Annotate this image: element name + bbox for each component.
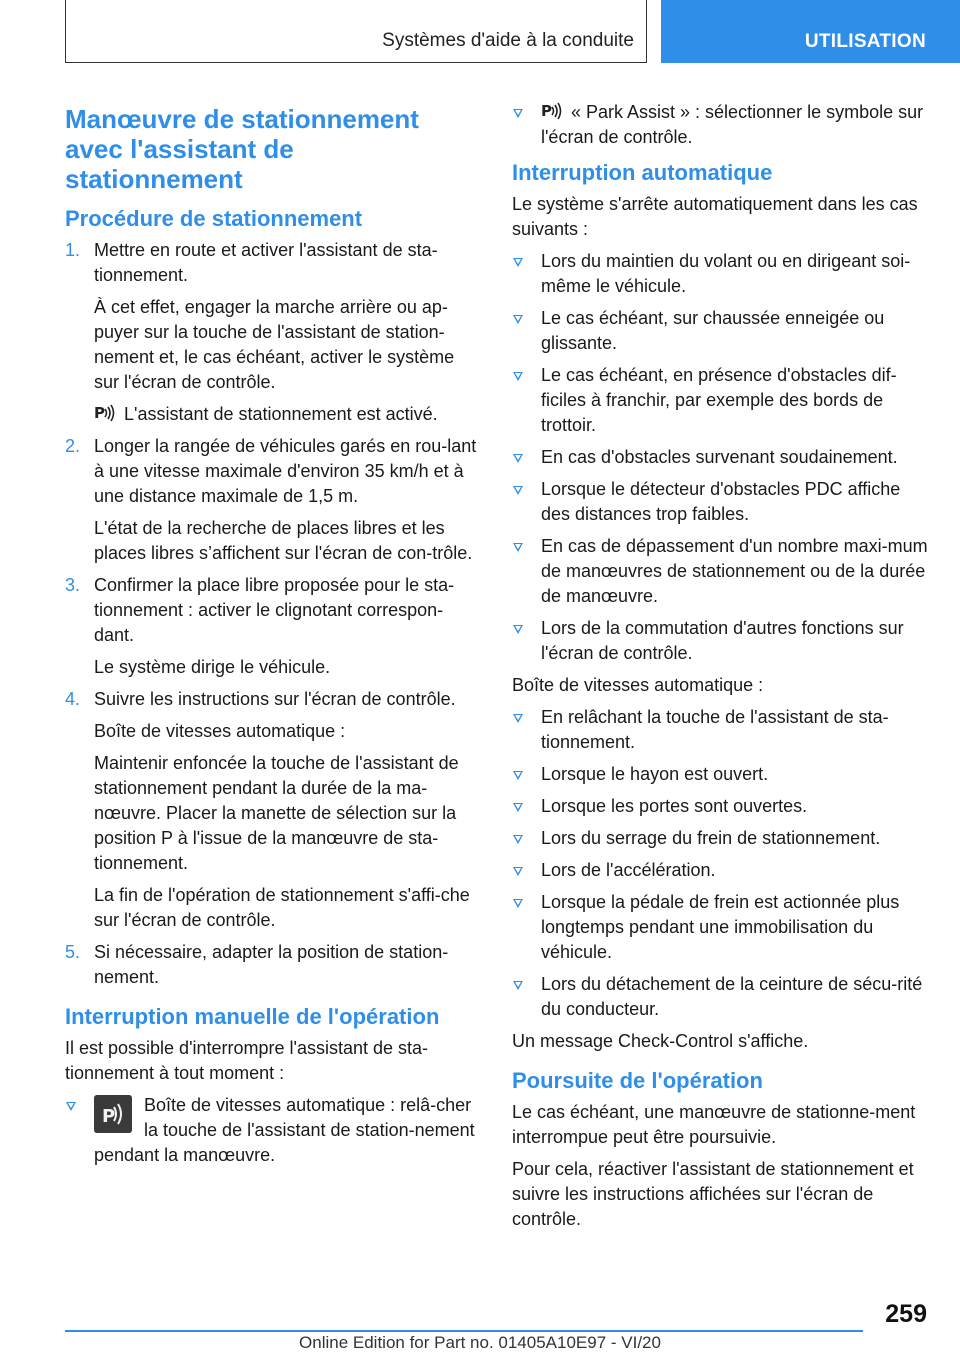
list-item-text: Lorsque les portes sont ouvertes. [541,796,808,816]
list-item-text: Lorsque le détecteur d'obstacles PDC affiche des distances trop faibles. [541,479,901,524]
step-2 [65,434,477,566]
continue-text: Le cas échéant, une manœuvre de stationne-ment interrompue peut être poursuivie. [512,1102,916,1147]
list-item [512,972,930,1022]
chapter-title: UTILISATION [804,31,926,52]
list-item-text: Lorsque le hayon est ouvert. [541,764,769,784]
gearbox-label: Boîte de vitesses automatique : [512,675,764,695]
bullet-triangle-icon [513,258,523,267]
list-item-text: Lors du maintien du volant ou en dirigeant soi-même le véhicule. [541,251,911,296]
step-number: 3. [65,575,81,595]
manual-intro: Il est possible d'interrompre l'assistant de sta-tionnement à tout moment : [65,1038,429,1083]
list-item [512,534,930,609]
list-item-text: Lors de la commutation d'autres fonctions sur l'écran de contrôle. [541,618,904,663]
list-item-text: Lors du détachement de la ceinture de sécu-rité du conducteur. [541,974,923,1019]
list-item [512,762,930,787]
step-text: Longer la rangée de véhicules garés en rou-lant à une vitesse maximale d'environ 35 km/h et à une distance maximale de 1,5 m. [94,436,477,506]
list-item [512,445,930,470]
footer-divider [65,1330,863,1332]
svg-text:P: P [541,102,552,120]
list-item [512,363,930,438]
step-text: Confirmer la place libre proposée pour le sta-tionnement : activer le clignotant correspon-dant. [94,575,455,645]
list-item-text: Le cas échéant, en présence d'obstacles dif-ficiles à franchir, par exemple des bords de trottoir. [541,365,897,435]
bullet-triangle-icon [513,372,523,381]
step-text: Mettre en route et activer l'assistant de sta-tionnement. [94,240,438,285]
list-item [512,858,930,883]
park-assist-button-icon [94,1095,132,1133]
list-item-text: Lors du serrage du frein de stationnement. [541,828,881,848]
list-item [512,477,930,527]
step-text: Si nécessaire, adapter la position de station-nement. [94,942,449,987]
step-3 [65,573,477,680]
bullet-triangle-icon [513,714,523,723]
list-item [512,616,930,666]
header-section-box [65,0,647,63]
svg-text:P: P [102,1106,116,1127]
right-column [512,100,930,1239]
continue-heading: Poursuite de l'opération [512,1068,763,1093]
step-text: La fin de l'opération de stationnement s'affi-che sur l'écran de contrôle. [94,885,470,930]
step-text: Boîte de vitesses automatique : [94,721,346,741]
list-item [512,705,930,755]
bullet-triangle-icon [513,981,523,990]
list-item-text: En cas d'obstacles survenant soudainement. [541,447,898,467]
bullet-triangle-icon [513,899,523,908]
bullet-triangle-icon [513,315,523,324]
step-1 [65,238,477,427]
bullet-triangle-icon [513,835,523,844]
step-text: À cet effet, engager la marche arrière ou ap-puyer sur la touche de l'assistant de station-nement et, le cas échéant, activer le système sur l'écran de contrôle. [94,297,455,392]
bullet-triangle-icon [513,803,523,812]
continue-text: Pour cela, réactiver l'assistant de stationnement et suivre les instructions affichées sur l'écran de contrôle. [512,1159,914,1229]
step-number: 5. [65,942,81,962]
section-title: Systèmes d'aide à la conduite [382,30,634,51]
auto-intro: Le système s'arrête automatiquement dans les cas suivants : [512,194,918,239]
bullet-triangle-icon [66,1102,76,1111]
step-4 [65,687,477,933]
list-item-text: En relâchant la touche de l'assistant de sta-tionnement. [541,707,889,752]
header-chapter-tab [661,0,960,63]
svg-text:P: P [94,404,105,422]
bullet-triangle-icon [513,771,523,780]
step-5 [65,940,477,990]
list-item-text: Le cas échéant, sur chaussée enneigée ou glissante. [541,308,885,353]
bullet-triangle-icon [513,486,523,495]
step-number: 2. [65,436,81,456]
manual-interruption-heading: Interruption manuelle de l'opération [65,1004,440,1029]
pdc-icon [541,101,563,121]
list-item [512,306,930,356]
check-control-message: Un message Check-Control s'affiche. [512,1031,809,1051]
footer-edition: Online Edition for Part no. 01405A10E97 - VI/20 [299,1333,661,1352]
icon-note-text: L'assistant de stationnement est activé. [124,404,438,424]
manual-bullet [65,1093,477,1168]
list-item-text: Lors de l'accélération. [541,860,716,880]
park-assist-text: « Park Assist » : sélectionner le symbole sur l'écran de contrôle. [541,102,924,147]
page-number: 259 [885,1300,927,1328]
step-text: Suivre les instructions sur l'écran de contrôle. [94,689,456,709]
list-item [512,826,930,851]
step-text: Le système dirige le véhicule. [94,657,331,677]
bullet-triangle-icon [513,109,523,118]
list-item-text: En cas de dépassement d'un nombre maxi-mum de manœuvres de stationnement ou de la durée de manœuvre. [541,536,928,606]
step-text: L'état de la recherche de places libres et les places libres s’affichent sur l'écran de con-trôle. [94,518,473,563]
left-column [65,100,477,1175]
bullet-triangle-icon [513,543,523,552]
list-item-text: Lorsque la pédale de frein est actionnée plus longtemps pendant une immobilisation du véhicule. [541,892,900,962]
bullet-triangle-icon [513,867,523,876]
manual-bullet-text: Boîte de vitesses automatique : relâ-cher la touche de l'assistant de station-nement pendant la manœuvre. [94,1095,475,1165]
main-heading: Manœuvre de stationnement avec l'assistant de stationnement [65,104,419,194]
auto-interruption-heading: Interruption automatique [512,160,773,185]
step-text: Maintenir enfoncée la touche de l'assistant de stationnement pendant la durée de la ma-nœuvre. Placer la manette de sélection sur la position P à l'issue de la manœuvre de sta-tionnement. [94,753,459,873]
list-item [512,890,930,965]
bullet-triangle-icon [513,454,523,463]
park-assist-bullet [512,100,930,150]
list-item [512,794,930,819]
pdc-icon [94,403,116,423]
procedure-heading: Procédure de stationnement [65,206,363,231]
bullet-triangle-icon [513,625,523,634]
step-number: 4. [65,689,81,709]
step-number: 1. [65,240,81,260]
list-item [512,249,930,299]
step-icon-note [94,402,477,427]
